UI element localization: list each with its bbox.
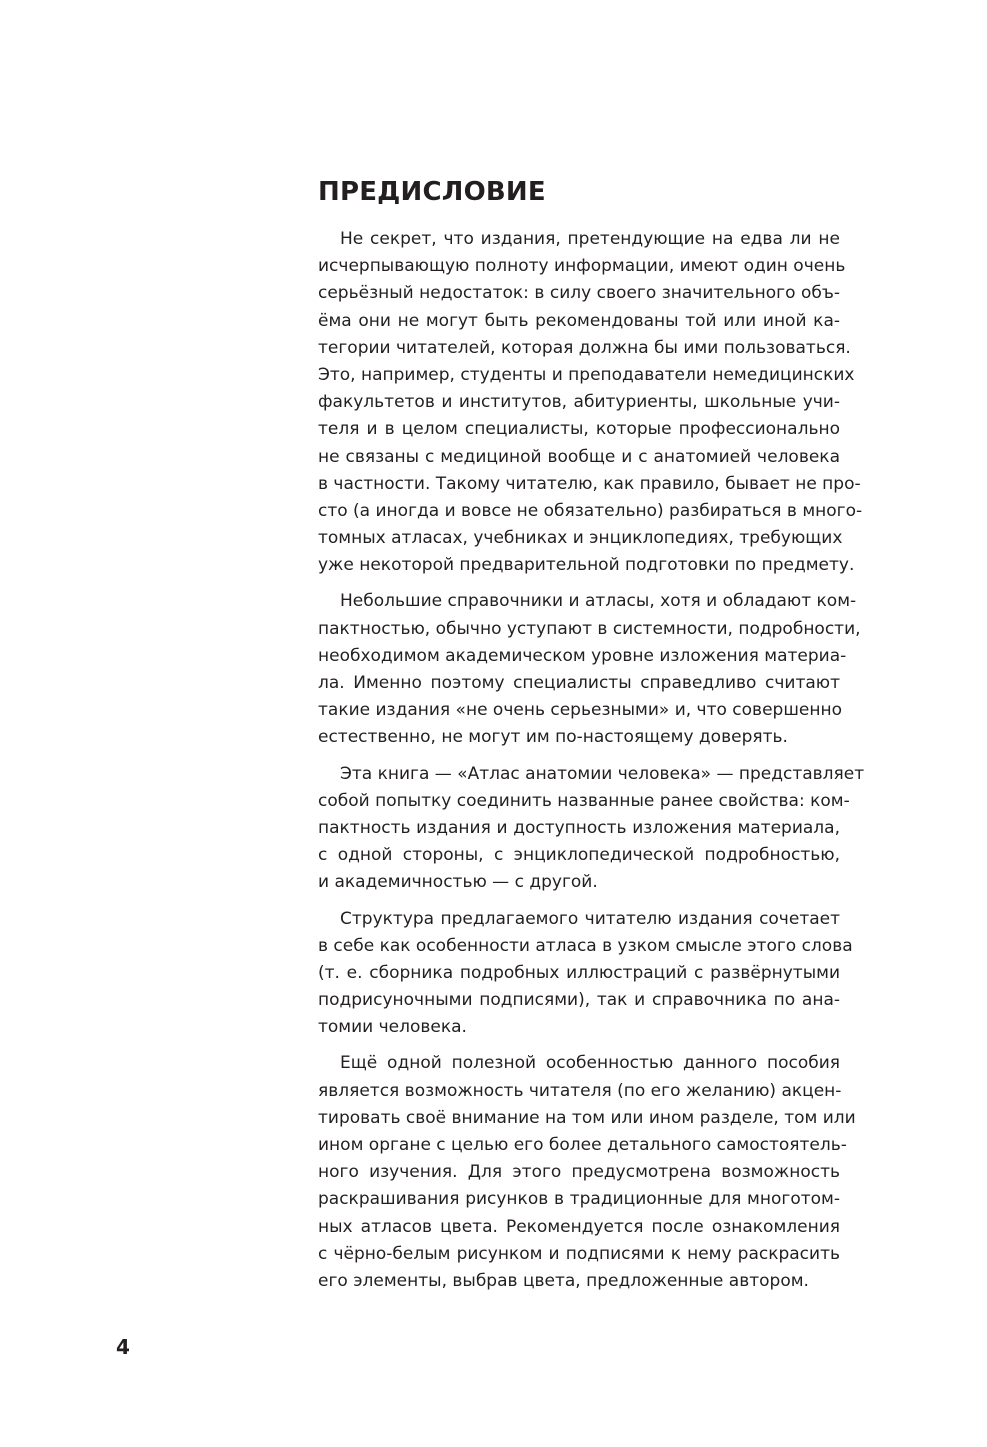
text-line: исчерпывающую полноту информации, имеют один очень	[318, 256, 846, 277]
text-line: не связаны с медициной вообще и с анатомией человека	[318, 446, 840, 467]
text-line: является возможность читателя (по его желанию) акцен-	[318, 1080, 842, 1101]
text-line: пактность издания и доступность изложения материала,	[318, 817, 840, 838]
text-line: тегории читателей, которая должна бы ими пользоваться.	[318, 337, 851, 358]
text-line: тировать своё внимание на том или ином разделе, том или	[318, 1107, 856, 1128]
text-line: Это, например, студенты и преподаватели немедицинских	[318, 364, 855, 385]
text-line: подрисуночными подписями), так и справочника по ана-	[318, 990, 840, 1011]
body-text	[318, 226, 865, 1304]
paragraph	[318, 761, 865, 897]
text-line: Эта книга — «Атлас анатомии человека» — представляет	[340, 763, 865, 784]
text-line: такие издания «не очень серьезными» и, что совершенно	[318, 700, 842, 721]
text-line: ных атласов цвета. Рекомендуется после ознакомления	[318, 1216, 840, 1237]
text-line: ином органе с целью его более детального самостоятель-	[318, 1135, 847, 1155]
text-line: Структура предлагаемого читателю издания сочетает	[340, 908, 840, 929]
text-line: теля и в целом специалисты, которые профессионально	[318, 419, 840, 440]
page-number: 4	[116, 1335, 130, 1359]
text-line: необходимом академическом уровне изложения материа-	[318, 645, 847, 666]
paragraph	[318, 1050, 856, 1295]
text-line: его элементы, выбрав цвета, предложенные автором.	[318, 1270, 809, 1291]
text-line: с чёрно-белым рисунком и подписями к нему раскрасить	[318, 1243, 840, 1264]
text-line: (т. е. сборника подробных иллюстраций с развёрнутыми	[318, 962, 840, 983]
text-line: и академичностью — с другой.	[318, 872, 598, 893]
text-line: серьёзный недостаток: в силу своего значительного объ-	[318, 283, 840, 304]
paragraph	[318, 906, 853, 1042]
text-line: в частности. Такому читателю, как правило, бывает не про-	[318, 473, 861, 494]
page-title: ПРЕДИСЛОВИЕ	[318, 177, 546, 207]
text-line: ла. Именно поэтому специалисты справедливо считают	[318, 673, 840, 693]
paragraph	[318, 226, 863, 579]
text-line: сто (а иногда и вовсе не обязательно) разбираться в много-	[318, 500, 863, 521]
text-line: Ещё одной полезной особенностью данного пособия	[340, 1053, 840, 1074]
text-line: Небольшие справочники и атласы, хотя и обладают ком-	[340, 591, 857, 612]
text-line: собой попытку соединить названные ранее свойства: ком-	[318, 790, 850, 811]
text-line: ёма они не могут быть рекомендованы той или иной ка-	[318, 310, 840, 331]
text-line: томных атласах, учебниках и энциклопедиях, требующих	[318, 528, 843, 549]
text-line: в себе как особенности атласа в узком смысле этого слова	[318, 935, 853, 956]
paragraph	[318, 588, 861, 751]
text-line: раскрашивания рисунков в традиционные для многотом-	[318, 1189, 840, 1210]
text-line: естественно, не могут им по-настоящему доверять.	[318, 727, 788, 748]
text-line: ного изучения. Для этого предусмотрена возможность	[318, 1162, 840, 1183]
text-line: пактностью, обычно уступают в системности, подробности,	[318, 618, 861, 639]
text-line: уже некоторой предварительной подготовки по предмету.	[318, 555, 855, 576]
text-line: факультетов и институтов, абитуриенты, школьные учи-	[318, 392, 840, 413]
text-line: Не секрет, что издания, претендующие на едва ли не	[340, 229, 840, 249]
text-line: томии человека.	[318, 1017, 467, 1038]
text-line: с одной стороны, с энциклопедической подробностью,	[318, 845, 840, 866]
